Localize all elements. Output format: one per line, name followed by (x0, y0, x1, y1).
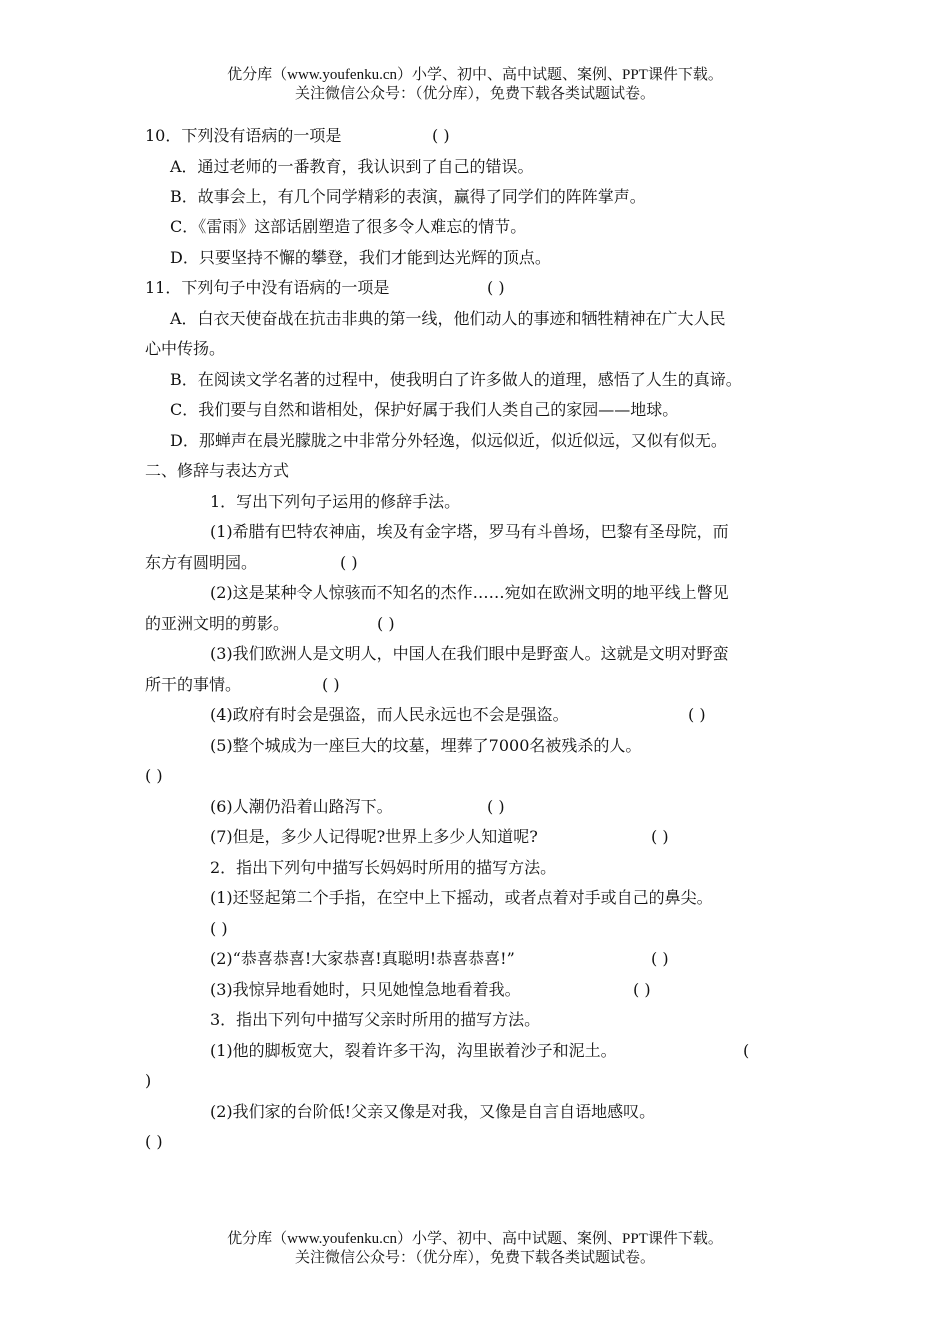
part-1-item-2-line1: (2)这是某种令人惊骇而不知名的杰作……宛如在欧洲文明的地平线上瞥见 (210, 583, 729, 602)
q10-option-a: A．通过老师的一番教育，我认识到了自己的错误。 (170, 157, 534, 176)
part-1-item-5-blank: ( ) (145, 766, 163, 785)
part-1-item-1-line2: 东方有圆明园。 (145, 553, 258, 572)
part-2-item-3: (3)我惊异地看她时，只见她惶急地看着我。 (210, 980, 521, 999)
q10-option-d: D．只要坚持不懈的攀登，我们才能到达光辉的顶点。 (170, 248, 551, 267)
part-2-item-2: (2)“恭喜恭喜!大家恭喜!真聪明!恭喜恭喜!” (210, 949, 515, 968)
part-3-item-2-blank: ( ) (145, 1132, 163, 1151)
q11-stem: 11．下列句子中没有语病的一项是 (145, 278, 390, 297)
part-1-item-1-blank: ( ) (340, 553, 358, 572)
header-line-2: 关注微信公众号：（优分库），免费下载各类试题试卷。 (294, 86, 655, 102)
part-1-item-3-line1: (3)我们欧洲人是文明人，中国人在我们眼中是野蛮人。这就是文明对野蛮 (210, 644, 729, 663)
page-footer (0, 1230, 950, 1268)
part-3-item-1-close-paren: ) (145, 1071, 152, 1090)
part-1-item-6: (6)人潮仍沿着山路泻下。 (210, 797, 393, 816)
section-2-title: 二、修辞与表达方式 (145, 461, 290, 480)
part-1-item-4: (4)政府有时会是强盗，而人民永远也不会是强盗。 (210, 705, 569, 724)
part-1-item-1-line1: (1)希腊有巴特农神庙，埃及有金字塔，罗马有斗兽场，巴黎有圣母院，而 (210, 522, 729, 541)
header-line-1: 优分库（www.youfenku.cn）小学、初中、高中试题、案例、PPT课件下载。 (227, 67, 723, 83)
part-2-item-2-blank: ( ) (651, 949, 669, 968)
part-2-stem: 2．指出下列句中描写长妈妈时所用的描写方法。 (210, 858, 557, 877)
q11-option-c: C．我们要与自然和谐相处，保护好属于我们人类自己的家园——地球。 (170, 400, 679, 419)
part-3-item-2: (2)我们家的台阶低!父亲又像是对我，又像是自言自语地感叹。 (210, 1102, 656, 1121)
footer-line-1: 优分库（www.youfenku.cn）小学、初中、高中试题、案例、PPT课件下载。 (227, 1231, 723, 1247)
part-1-item-5: (5)整个城成为一座巨大的坟墓，埋葬了7000名被残杀的人。 (210, 736, 642, 755)
q10-option-b: B．故事会上，有几个同学精彩的表演，赢得了同学们的阵阵掌声。 (170, 187, 646, 206)
part-2-item-1-blank: ( ) (210, 919, 228, 938)
q11-answer-blank: ( ) (487, 278, 505, 297)
q10-answer-blank: ( ) (432, 126, 450, 145)
part-2-item-1: (1)还竖起第二个手指，在空中上下摇动，或者点着对手或自己的鼻尖。 (210, 888, 713, 907)
part-1-item-2-blank: ( ) (377, 614, 395, 633)
footer-line-2: 关注微信公众号：（优分库），免费下载各类试题试卷。 (294, 1250, 655, 1266)
q10-option-c: C．《雷雨》这部话剧塑造了很多令人难忘的情节。 (170, 217, 527, 236)
part-1-item-3-line2: 所干的事情。 (145, 675, 242, 694)
part-1-item-7: (7)但是，多少人记得呢?世界上多少人知道呢? (210, 827, 538, 846)
part-1-item-6-blank: ( ) (487, 797, 505, 816)
q11-option-a-line1: A．白衣天使奋战在抗击非典的第一线，他们动人的事迹和牺牲精神在广大人民 (170, 309, 726, 328)
q10-stem: 10．下列没有语病的一项是 (145, 126, 342, 145)
part-2-item-3-blank: ( ) (633, 980, 651, 999)
part-3-stem: 3．指出下列句中描写父亲时所用的描写方法。 (210, 1010, 541, 1029)
q11-option-b: B．在阅读文学名著的过程中，使我明白了许多做人的道理，感悟了人生的真谛。 (170, 370, 742, 389)
page-header (0, 66, 950, 104)
part-3-item-1-open-paren: ( (743, 1041, 750, 1060)
q11-option-d: D．那蝉声在晨光朦胧之中非常分外轻逸，似远似近，似近似远，又似有似无。 (170, 431, 727, 450)
part-1-item-3-blank: ( ) (322, 675, 340, 694)
part-1-stem: 1．写出下列句子运用的修辞手法。 (210, 492, 461, 511)
q11-option-a-line2: 心中传扬。 (145, 339, 226, 358)
part-1-item-7-blank: ( ) (651, 827, 669, 846)
part-3-item-1: (1)他的脚板宽大，裂着许多干沟，沟里嵌着沙子和泥土。 (210, 1041, 617, 1060)
part-1-item-4-blank: ( ) (688, 705, 706, 724)
part-1-item-2-line2: 的亚洲文明的剪影。 (145, 614, 290, 633)
